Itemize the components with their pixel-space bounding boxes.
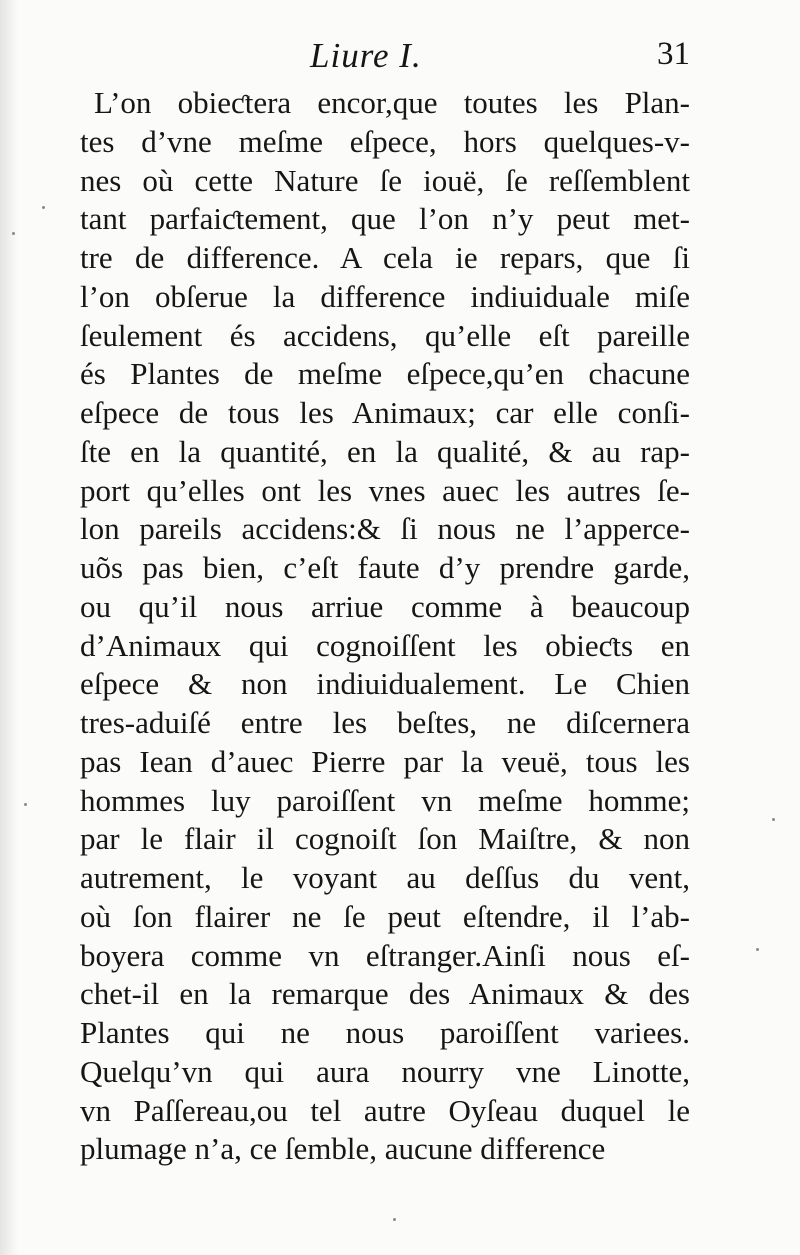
- text-line: chet-il en la remarque des Animaux & des: [80, 976, 690, 1012]
- paper-speck: [756, 948, 759, 951]
- text-line: où ſon flairer ne ſe peut eſtendre, il l’ab-: [80, 898, 690, 934]
- page-gutter-shadow: [0, 0, 18, 1255]
- paper-speck: [772, 818, 775, 821]
- text-line: boyera comme vn eſtranger.Ainſi nous eſ-: [80, 937, 690, 973]
- body-text: [80, 84, 690, 1169]
- page-number: 31: [657, 36, 690, 72]
- text-line: vn Paſſereau,ou tel autre Oyſeau duquel le: [80, 1092, 690, 1128]
- running-title: Liure I.: [310, 36, 422, 75]
- text-line: par le flair il cognoiſt ſon Maiſtre, & non: [80, 821, 690, 857]
- text-line: hommes luy paroiſſent vn meſme homme;: [80, 782, 690, 818]
- text-line: eſpece & non indiuidualement. Le Chien: [80, 666, 690, 702]
- text-line: eſpece de tous les Animaux; car elle conſi-: [80, 395, 690, 430]
- text-line: l’on obſerue la difference indiuiduale miſe: [80, 278, 690, 314]
- text-line: port qu’elles ont les vnes auec les autres ſe-: [80, 472, 690, 508]
- text-line: plumage n’a, ce ſemble, aucune difference: [80, 1131, 606, 1167]
- text-line: Quelqu’vn qui aura nourry vne Linotte,: [80, 1053, 690, 1089]
- text-line: tres-aduiſé entre les beſtes, ne diſcernera: [80, 705, 690, 740]
- text-line: L’on obieƈtera encor,que toutes les Plan-: [94, 85, 690, 120]
- paper-speck: [42, 206, 45, 209]
- text-line: d’Animaux qui cognoiſſent les obieƈts en: [80, 627, 690, 663]
- text-line: és Plantes de meſme eſpece,qu’en chacune: [80, 356, 690, 392]
- running-head: [80, 36, 690, 84]
- text-line: tant parfaiƈtement, que l’on n’y peut met-: [80, 201, 690, 237]
- text-line: lon pareils accidens:& ſi nous ne l’apperce-: [80, 511, 690, 547]
- text-line: ou qu’il nous arriue comme à beaucoup: [80, 588, 690, 624]
- text-line: pas Iean d’auec Pierre par la veuë, tous les: [80, 743, 690, 779]
- text-line: ſte en la quantité, en la qualité, & au rap-: [80, 433, 690, 469]
- text-line: uõs pas bien, c’eſt faute d’y prendre garde,: [80, 550, 690, 585]
- paper-speck: [24, 803, 27, 806]
- text-line: autrement, le voyant au deſſus du vent,: [80, 860, 690, 895]
- text-line: nes où cette Nature ſe iouë, ſe reſſemblent: [80, 162, 690, 198]
- paper-speck: [393, 1218, 396, 1221]
- text-line: tre de difference. A cela ie repars, que ſi: [80, 240, 690, 275]
- text-line: ſeulement és accidens, qu’elle eſt pareille: [80, 317, 690, 353]
- text-line: Plantes qui ne nous paroiſſent variees.: [80, 1015, 690, 1050]
- text-line: tes d’vne meſme eſpece, hors quelques-v-: [80, 123, 690, 159]
- paper-speck: [12, 232, 15, 235]
